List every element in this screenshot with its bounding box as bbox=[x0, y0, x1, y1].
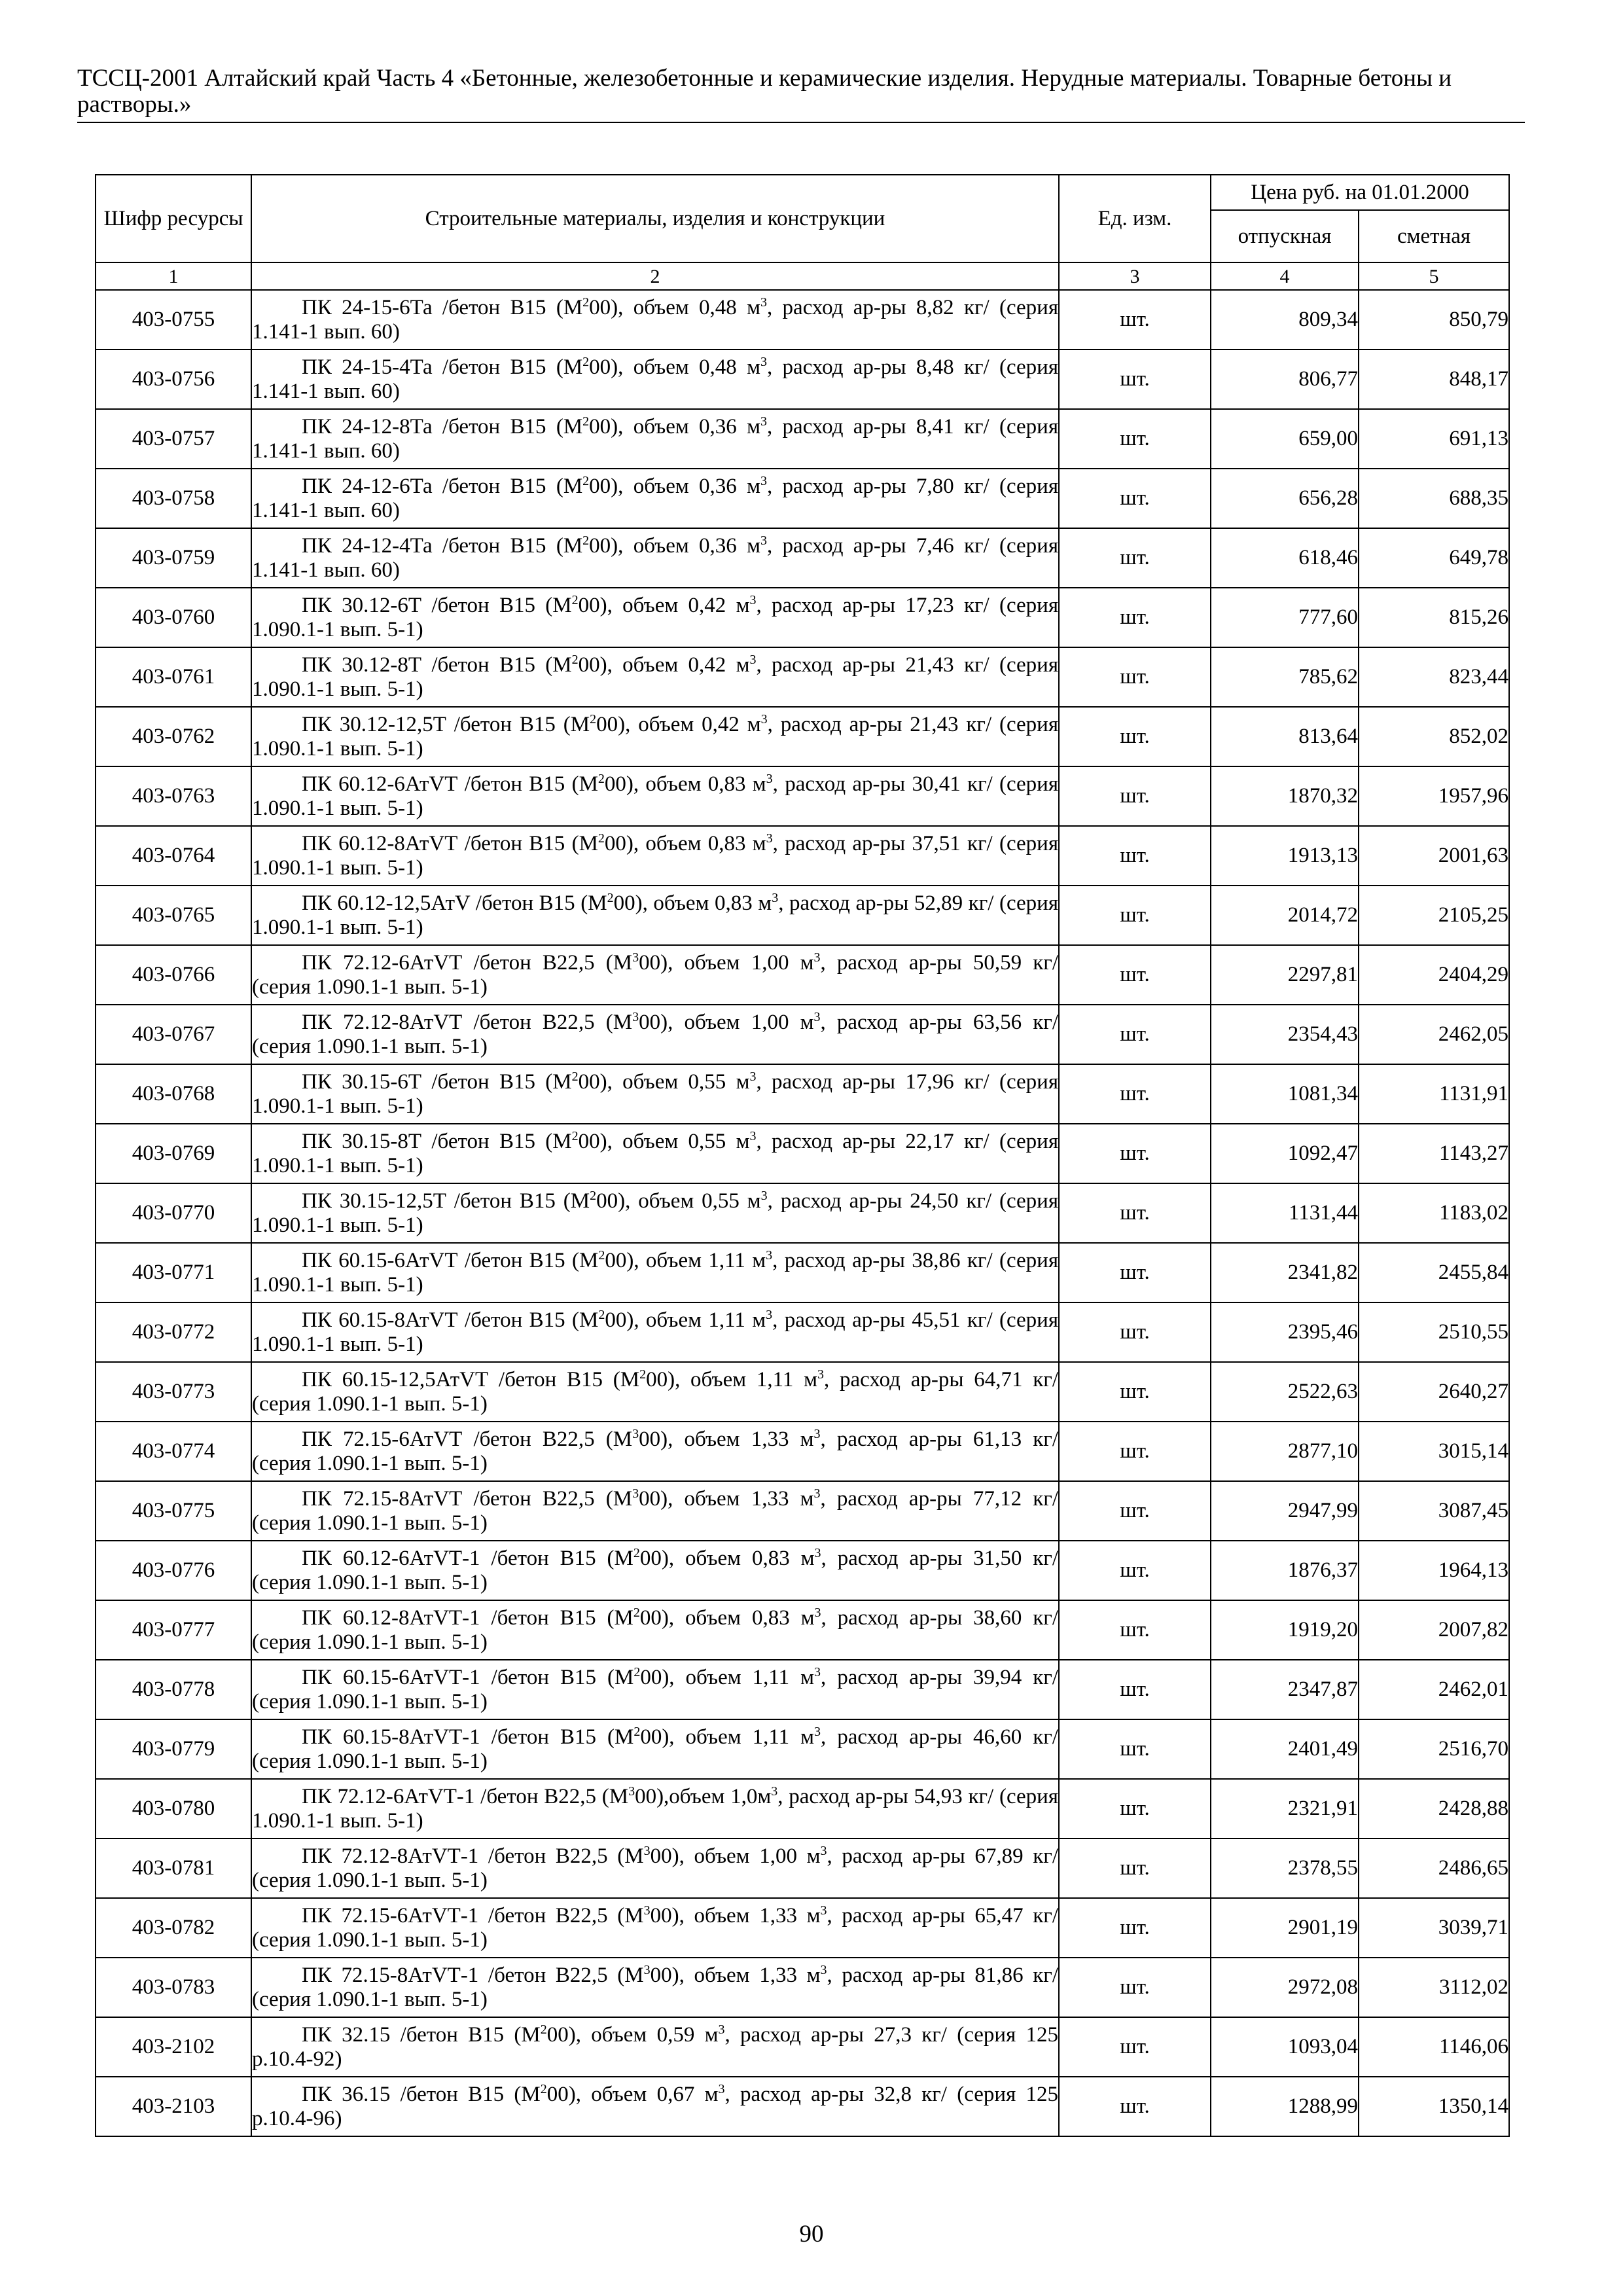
unit-of-measure: шт. bbox=[1059, 528, 1211, 588]
release-price: 777,60 bbox=[1211, 588, 1359, 647]
release-price: 2901,19 bbox=[1211, 1898, 1359, 1958]
release-price: 2877,10 bbox=[1211, 1422, 1359, 1481]
material-description: ПК 24-15-6Та /бетон В15 $(М^200)$, объем 0,48 $м^3$, расход ар-ры 8,82 кг/ (серия 1.141-1 вып. 60) bbox=[252, 295, 1059, 344]
material-description: ПК 60.15-12,5АтVТ /бетон В15 $(М^200)$, объем 1,11 $м^3$, расход ар-ры 64,71 кг/ (серия 1.090.1-1 вып. 5-1) bbox=[252, 1367, 1058, 1416]
unit-of-measure: шт. bbox=[1059, 1064, 1211, 1124]
resource-code: 403-0762 bbox=[96, 707, 251, 766]
table-row bbox=[96, 1005, 1509, 1064]
unit-of-measure: шт. bbox=[1059, 826, 1211, 886]
release-price: 806,77 bbox=[1211, 350, 1359, 409]
release-price: 809,34 bbox=[1211, 290, 1359, 350]
column-number: 4 bbox=[1211, 262, 1359, 290]
material-description: ПК 60.15-6АтVТ-1 /бетон В15 $(М^200)$, объем 1,11 $м^3$, расход ар-ры 39,94 кг/ (серия 1.090.1-1 вып. 5-1) bbox=[252, 1664, 1058, 1713]
unit-of-measure: шт. bbox=[1059, 350, 1211, 409]
material-description: ПК 24-15-4Та /бетон В15 $(М^200)$, объем 0,48 $м^3$, расход ар-ры 8,48 кг/ (серия 1.141-1 вып. 60) bbox=[252, 354, 1059, 403]
unit-of-measure: шт. bbox=[1059, 588, 1211, 647]
unit-of-measure: шт. bbox=[1059, 1600, 1211, 1660]
estimate-price: 1146,06 bbox=[1359, 2017, 1509, 2077]
release-price: 618,46 bbox=[1211, 528, 1359, 588]
estimate-price: 1143,27 bbox=[1359, 1124, 1509, 1183]
material-description: ПК 72.15-8АтVТ /бетон В22,5 $(М^300)$, объем 1,33 $м^3$, расход ар-ры 77,12 кг/ (серия 1.090.1-1 вып. 5-1) bbox=[252, 1486, 1058, 1535]
release-price: 813,64 bbox=[1211, 707, 1359, 766]
unit-of-measure: шт. bbox=[1059, 945, 1211, 1005]
page-header: ТССЦ-2001 Алтайский край Часть 4 «Бетонные, железобетонные и керамические изделия. Нерудные материалы. Товарные бетоны и растворы.» bbox=[77, 65, 1525, 123]
resource-code: 403-2103 bbox=[96, 2077, 251, 2136]
resource-code: 403-0775 bbox=[96, 1481, 251, 1541]
release-price: 2401,49 bbox=[1211, 1719, 1359, 1779]
table-row bbox=[96, 1719, 1509, 1779]
material-description: ПК 30.15-12,5Т /бетон В15 $(М^200)$, объем 0,55 $м^3$, расход ар-ры 24,50 кг/ (серия 1.090.1-1 вып. 5-1) bbox=[252, 1188, 1059, 1237]
estimate-price: 2510,55 bbox=[1359, 1302, 1509, 1362]
unit-of-measure: шт. bbox=[1059, 1005, 1211, 1064]
table-row bbox=[96, 1660, 1509, 1719]
release-price: 1870,32 bbox=[1211, 766, 1359, 826]
resource-code: 403-0771 bbox=[96, 1243, 251, 1302]
description-cell bbox=[251, 588, 1059, 647]
unit-of-measure: шт. bbox=[1059, 647, 1211, 707]
unit-of-measure: шт. bbox=[1059, 1839, 1211, 1898]
resource-code: 403-0765 bbox=[96, 886, 251, 945]
table-row bbox=[96, 1302, 1509, 1362]
resource-code: 403-0778 bbox=[96, 1660, 251, 1719]
unit-of-measure: шт. bbox=[1059, 290, 1211, 350]
release-price: 2014,72 bbox=[1211, 886, 1359, 945]
estimate-price: 850,79 bbox=[1359, 290, 1509, 350]
table-row bbox=[96, 350, 1509, 409]
estimate-price: 2462,05 bbox=[1359, 1005, 1509, 1064]
description-cell bbox=[251, 1600, 1059, 1660]
resource-code: 403-0755 bbox=[96, 290, 251, 350]
unit-of-measure: шт. bbox=[1059, 707, 1211, 766]
release-price: 1092,47 bbox=[1211, 1124, 1359, 1183]
release-price: 1081,34 bbox=[1211, 1064, 1359, 1124]
table-row bbox=[96, 886, 1509, 945]
description-cell bbox=[251, 647, 1059, 707]
estimate-price: 2404,29 bbox=[1359, 945, 1509, 1005]
material-description: ПК 24-12-8Та /бетон В15 $(М^200)$, объем 0,36 $м^3$, расход ар-ры 8,41 кг/ (серия 1.141-1 вып. 60) bbox=[252, 414, 1059, 463]
table-row bbox=[96, 1600, 1509, 1660]
resource-code: 403-0756 bbox=[96, 350, 251, 409]
description-cell bbox=[251, 1898, 1059, 1958]
resource-code: 403-0759 bbox=[96, 528, 251, 588]
resource-code: 403-0774 bbox=[96, 1422, 251, 1481]
estimate-price: 3087,45 bbox=[1359, 1481, 1509, 1541]
table-row bbox=[96, 707, 1509, 766]
release-price: 2378,55 bbox=[1211, 1839, 1359, 1898]
unit-of-measure: шт. bbox=[1059, 1243, 1211, 1302]
estimate-price: 2001,63 bbox=[1359, 826, 1509, 886]
description-cell bbox=[251, 826, 1059, 886]
description-cell bbox=[251, 528, 1059, 588]
release-price: 1288,99 bbox=[1211, 2077, 1359, 2136]
table-row bbox=[96, 945, 1509, 1005]
column-number: 1 bbox=[96, 262, 251, 290]
release-price: 2354,43 bbox=[1211, 1005, 1359, 1064]
estimate-price: 2486,65 bbox=[1359, 1839, 1509, 1898]
table-row bbox=[96, 1243, 1509, 1302]
unit-of-measure: шт. bbox=[1059, 1660, 1211, 1719]
unit-of-measure: шт. bbox=[1059, 766, 1211, 826]
resource-code: 403-2102 bbox=[96, 2017, 251, 2077]
description-cell bbox=[251, 1064, 1059, 1124]
estimate-price: 2640,27 bbox=[1359, 1362, 1509, 1422]
description-cell bbox=[251, 1183, 1059, 1243]
estimate-price: 2516,70 bbox=[1359, 1719, 1509, 1779]
resource-code: 403-0767 bbox=[96, 1005, 251, 1064]
estimate-price: 649,78 bbox=[1359, 528, 1509, 588]
table-body bbox=[96, 290, 1509, 2136]
description-cell bbox=[251, 766, 1059, 826]
material-description: ПК 72.12-6АтVТ /бетон В22,5 $(М^300)$, объем 1,00 $м^3$, расход ар-ры 50,59 кг/ (серия 1.090.1-1 вып. 5-1) bbox=[252, 950, 1058, 999]
table-row bbox=[96, 1183, 1509, 1243]
release-price: 2341,82 bbox=[1211, 1243, 1359, 1302]
description-cell bbox=[251, 1779, 1059, 1839]
estimate-price: 2007,82 bbox=[1359, 1600, 1509, 1660]
material-description: ПК 60.15-8АтVТ /бетон В15 $(М^200)$, объем 1,11 $м^3$, расход ар-ры 45,51 кг/ (серия 1.090.1-1 вып. 5-1) bbox=[252, 1307, 1059, 1356]
unit-of-measure: шт. bbox=[1059, 469, 1211, 528]
table-row bbox=[96, 1541, 1509, 1600]
material-description: ПК 72.12-8АтVТ-1 /бетон В22,5 $(М^300)$, объем 1,00 $м^3$, расход ар-ры 67,89 кг/ (серия 1.090.1-1 вып. 5-1) bbox=[252, 1843, 1058, 1892]
material-description: ПК 60.12-8АтVТ-1 /бетон В15 $(М^200)$, объем 0,83 $м^3$, расход ар-ры 38,60 кг/ (серия 1.090.1-1 вып. 5-1) bbox=[252, 1605, 1058, 1654]
header-release-price: отпускная bbox=[1211, 210, 1359, 262]
description-cell bbox=[251, 1541, 1059, 1600]
estimate-price: 691,13 bbox=[1359, 409, 1509, 469]
estimate-price: 688,35 bbox=[1359, 469, 1509, 528]
description-cell bbox=[251, 1481, 1059, 1541]
release-price: 2321,91 bbox=[1211, 1779, 1359, 1839]
estimate-price: 1350,14 bbox=[1359, 2077, 1509, 2136]
description-cell bbox=[251, 290, 1059, 350]
material-description: ПК 60.15-8АтVТ-1 /бетон В15 $(М^200)$, объем 1,11 $м^3$, расход ар-ры 46,60 кг/ (серия 1.090.1-1 вып. 5-1) bbox=[252, 1724, 1058, 1773]
unit-of-measure: шт. bbox=[1059, 2077, 1211, 2136]
description-cell bbox=[251, 1005, 1059, 1064]
material-description: ПК 30.12-6Т /бетон В15 $(М^200)$, объем 0,42 $м^3$, расход ар-ры 17,23 кг/ (серия 1.090.1-1 вып. 5-1) bbox=[252, 592, 1059, 641]
material-description: ПК 60.12-8АтVТ /бетон В15 $(М^200)$, объем 0,83 $м^3$, расход ар-ры 37,51 кг/ (серия 1.090.1-1 вып. 5-1) bbox=[252, 831, 1059, 880]
estimate-price: 1183,02 bbox=[1359, 1183, 1509, 1243]
release-price: 1093,04 bbox=[1211, 2017, 1359, 2077]
resource-code: 403-0777 bbox=[96, 1600, 251, 1660]
resource-code: 403-0782 bbox=[96, 1898, 251, 1958]
table-row bbox=[96, 1481, 1509, 1541]
release-price: 2347,87 bbox=[1211, 1660, 1359, 1719]
unit-of-measure: шт. bbox=[1059, 1719, 1211, 1779]
resource-code: 403-0768 bbox=[96, 1064, 251, 1124]
release-price: 2395,46 bbox=[1211, 1302, 1359, 1362]
resource-code: 403-0781 bbox=[96, 1839, 251, 1898]
unit-of-measure: шт. bbox=[1059, 1481, 1211, 1541]
unit-of-measure: шт. bbox=[1059, 1302, 1211, 1362]
release-price: 785,62 bbox=[1211, 647, 1359, 707]
resource-code: 403-0776 bbox=[96, 1541, 251, 1600]
table-row bbox=[96, 1124, 1509, 1183]
unit-of-measure: шт. bbox=[1059, 1124, 1211, 1183]
release-price: 656,28 bbox=[1211, 469, 1359, 528]
resource-code: 403-0772 bbox=[96, 1302, 251, 1362]
table-row bbox=[96, 1898, 1509, 1958]
resource-code: 403-0770 bbox=[96, 1183, 251, 1243]
release-price: 2947,99 bbox=[1211, 1481, 1359, 1541]
table-row bbox=[96, 1064, 1509, 1124]
resource-code: 403-0760 bbox=[96, 588, 251, 647]
material-description: ПК 30.15-8Т /бетон В15 $(М^200)$, объем 0,55 $м^3$, расход ар-ры 22,17 кг/ (серия 1.090.1-1 вып. 5-1) bbox=[252, 1128, 1059, 1177]
material-description: ПК 30.12-8Т /бетон В15 $(М^200)$, объем 0,42 $м^3$, расход ар-ры 21,43 кг/ (серия 1.090.1-1 вып. 5-1) bbox=[252, 652, 1059, 701]
description-cell bbox=[251, 886, 1059, 945]
description-cell bbox=[251, 409, 1059, 469]
header-name: Строительные материалы, изделия и конструкции bbox=[251, 175, 1059, 262]
release-price: 1913,13 bbox=[1211, 826, 1359, 886]
description-cell bbox=[251, 1422, 1059, 1481]
material-description: ПК 60.12-6АтVТ-1 /бетон В15 $(М^200)$, объем 0,83 $м^3$, расход ар-ры 31,50 кг/ (серия 1.090.1-1 вып. 5-1) bbox=[252, 1545, 1058, 1594]
release-price: 659,00 bbox=[1211, 409, 1359, 469]
unit-of-measure: шт. bbox=[1059, 409, 1211, 469]
estimate-price: 2462,01 bbox=[1359, 1660, 1509, 1719]
estimate-price: 2455,84 bbox=[1359, 1243, 1509, 1302]
estimate-price: 815,26 bbox=[1359, 588, 1509, 647]
material-description: ПК 36.15 /бетон В15 $(М^200)$, объем 0,67 $м^3$, расход ар-ры 32,8 кг/ (серия 125 р.10.4-96) bbox=[252, 2081, 1058, 2130]
resource-code: 403-0761 bbox=[96, 647, 251, 707]
material-description: ПК 60.12-6АтVТ /бетон В15 $(М^200)$, объем 0,83 $м^3$, расход ар-ры 30,41 кг/ (серия 1.090.1-1 вып. 5-1) bbox=[252, 771, 1059, 820]
unit-of-measure: шт. bbox=[1059, 1422, 1211, 1481]
release-price: 2972,08 bbox=[1211, 1958, 1359, 2017]
estimate-price: 3039,71 bbox=[1359, 1898, 1509, 1958]
page-number: 90 bbox=[799, 2221, 824, 2248]
header-unit: Ед. изм. bbox=[1059, 175, 1211, 262]
resource-code: 403-0764 bbox=[96, 826, 251, 886]
description-cell bbox=[251, 1302, 1059, 1362]
price-table bbox=[95, 174, 1510, 2137]
description-cell bbox=[251, 707, 1059, 766]
estimate-price: 848,17 bbox=[1359, 350, 1509, 409]
material-description: ПК 60.15-6АтVТ /бетон В15 $(М^200)$, объем 1,11 $м^3$, расход ар-ры 38,86 кг/ (серия 1.090.1-1 вып. 5-1) bbox=[252, 1247, 1059, 1297]
material-description: ПК 24-12-4Та /бетон В15 $(М^200)$, объем 0,36 $м^3$, расход ар-ры 7,46 кг/ (серия 1.141-1 вып. 60) bbox=[252, 533, 1059, 582]
estimate-price: 1131,91 bbox=[1359, 1064, 1509, 1124]
description-cell bbox=[251, 1719, 1059, 1779]
unit-of-measure: шт. bbox=[1059, 2017, 1211, 2077]
table-row bbox=[96, 766, 1509, 826]
table-row bbox=[96, 1958, 1509, 2017]
table-row bbox=[96, 2017, 1509, 2077]
release-price: 1131,44 bbox=[1211, 1183, 1359, 1243]
estimate-price: 3015,14 bbox=[1359, 1422, 1509, 1481]
estimate-price: 823,44 bbox=[1359, 647, 1509, 707]
material-description: ПК 72.15-6АтVТ-1 /бетон В22,5 $(М^300)$, объем 1,33 $м^3$, расход ар-ры 65,47 кг/ (серия 1.090.1-1 вып. 5-1) bbox=[252, 1903, 1058, 1952]
table-row bbox=[96, 1839, 1509, 1898]
release-price: 1876,37 bbox=[1211, 1541, 1359, 1600]
header-estimate-price: сметная bbox=[1359, 210, 1509, 262]
unit-of-measure: шт. bbox=[1059, 1362, 1211, 1422]
estimate-price: 1964,13 bbox=[1359, 1541, 1509, 1600]
unit-of-measure: шт. bbox=[1059, 1958, 1211, 2017]
header-code: Шифр ресурсы bbox=[96, 175, 251, 262]
description-cell bbox=[251, 469, 1059, 528]
estimate-price: 3112,02 bbox=[1359, 1958, 1509, 2017]
resource-code: 403-0780 bbox=[96, 1779, 251, 1839]
release-price: 2297,81 bbox=[1211, 945, 1359, 1005]
resource-code: 403-0763 bbox=[96, 766, 251, 826]
estimate-price: 852,02 bbox=[1359, 707, 1509, 766]
resource-code: 403-0773 bbox=[96, 1362, 251, 1422]
material-description: ПК 72.15-8АтVТ-1 /бетон В22,5 $(М^300)$, объем 1,33 $м^3$, расход ар-ры 81,86 кг/ (серия 1.090.1-1 вып. 5-1) bbox=[252, 1962, 1058, 2011]
unit-of-measure: шт. bbox=[1059, 1183, 1211, 1243]
resource-code: 403-0783 bbox=[96, 1958, 251, 2017]
material-description: ПК 24-12-6Та /бетон В15 $(М^200)$, объем 0,36 $м^3$, расход ар-ры 7,80 кг/ (серия 1.141-1 вып. 60) bbox=[252, 473, 1059, 522]
material-description: ПК 60.12-12,5АтV /бетон В15 $(М^200)$, объем 0,83 $м^3$, расход ар-ры 52,89 кг/ (серия 1.090.1-1 вып. 5-1) bbox=[252, 890, 1059, 939]
resource-code: 403-0757 bbox=[96, 409, 251, 469]
column-number: 3 bbox=[1059, 262, 1211, 290]
description-cell bbox=[251, 2077, 1059, 2136]
material-description: ПК 72.12-8АтVТ /бетон В22,5 $(М^300)$, объем 1,00 $м^3$, расход ар-ры 63,56 кг/ (серия 1.090.1-1 вып. 5-1) bbox=[252, 1009, 1058, 1058]
resource-code: 403-0779 bbox=[96, 1719, 251, 1779]
column-number: 2 bbox=[251, 262, 1059, 290]
description-cell bbox=[251, 1839, 1059, 1898]
estimate-price: 2105,25 bbox=[1359, 886, 1509, 945]
table-row bbox=[96, 2077, 1509, 2136]
table-row bbox=[96, 1779, 1509, 1839]
table-row bbox=[96, 1422, 1509, 1481]
material-description: ПК 32.15 /бетон В15 $(М^200)$, объем 0,59 $м^3$, расход ар-ры 27,3 кг/ (серия 125 р.10.4-92) bbox=[252, 2022, 1058, 2071]
description-cell bbox=[251, 945, 1059, 1005]
material-description: ПК 72.15-6АтVТ /бетон В22,5 $(М^300)$, объем 1,33 $м^3$, расход ар-ры 61,13 кг/ (серия 1.090.1-1 вып. 5-1) bbox=[252, 1426, 1058, 1475]
resource-code: 403-0769 bbox=[96, 1124, 251, 1183]
table-row bbox=[96, 528, 1509, 588]
description-cell bbox=[251, 350, 1059, 409]
table-row bbox=[96, 826, 1509, 886]
description-cell bbox=[251, 1362, 1059, 1422]
description-cell bbox=[251, 1124, 1059, 1183]
table-row bbox=[96, 647, 1509, 707]
estimate-price: 1957,96 bbox=[1359, 766, 1509, 826]
column-number: 5 bbox=[1359, 262, 1509, 290]
material-description: ПК 30.15-6Т /бетон В15 $(М^200)$, объем 0,55 $м^3$, расход ар-ры 17,96 кг/ (серия 1.090.1-1 вып. 5-1) bbox=[252, 1069, 1059, 1118]
description-cell bbox=[251, 1958, 1059, 2017]
header-price: Цена руб. на 01.01.2000 bbox=[1211, 175, 1509, 210]
resource-code: 403-0758 bbox=[96, 469, 251, 528]
release-price: 2522,63 bbox=[1211, 1362, 1359, 1422]
table-row bbox=[96, 469, 1509, 528]
unit-of-measure: шт. bbox=[1059, 886, 1211, 945]
resource-code: 403-0766 bbox=[96, 945, 251, 1005]
description-cell bbox=[251, 1243, 1059, 1302]
unit-of-measure: шт. bbox=[1059, 1898, 1211, 1958]
table-row bbox=[96, 290, 1509, 350]
description-cell bbox=[251, 1660, 1059, 1719]
unit-of-measure: шт. bbox=[1059, 1541, 1211, 1600]
estimate-price: 2428,88 bbox=[1359, 1779, 1509, 1839]
description-cell bbox=[251, 2017, 1059, 2077]
table-row bbox=[96, 1362, 1509, 1422]
unit-of-measure: шт. bbox=[1059, 1779, 1211, 1839]
table-row bbox=[96, 588, 1509, 647]
release-price: 1919,20 bbox=[1211, 1600, 1359, 1660]
material-description: ПК 72.12-6АтVТ-1 /бетон В22,5 $(М^300),объем$ $1,0м^3$, расход ар-ры 54,93 кг/ (серия 1.090.1-1 вып. 5-1) bbox=[252, 1784, 1058, 1833]
table-row bbox=[96, 409, 1509, 469]
material-description: ПК 30.12-12,5Т /бетон В15 $(М^200)$, объем 0,42 $м^3$, расход ар-ры 21,43 кг/ (серия 1.090.1-1 вып. 5-1) bbox=[252, 711, 1059, 761]
